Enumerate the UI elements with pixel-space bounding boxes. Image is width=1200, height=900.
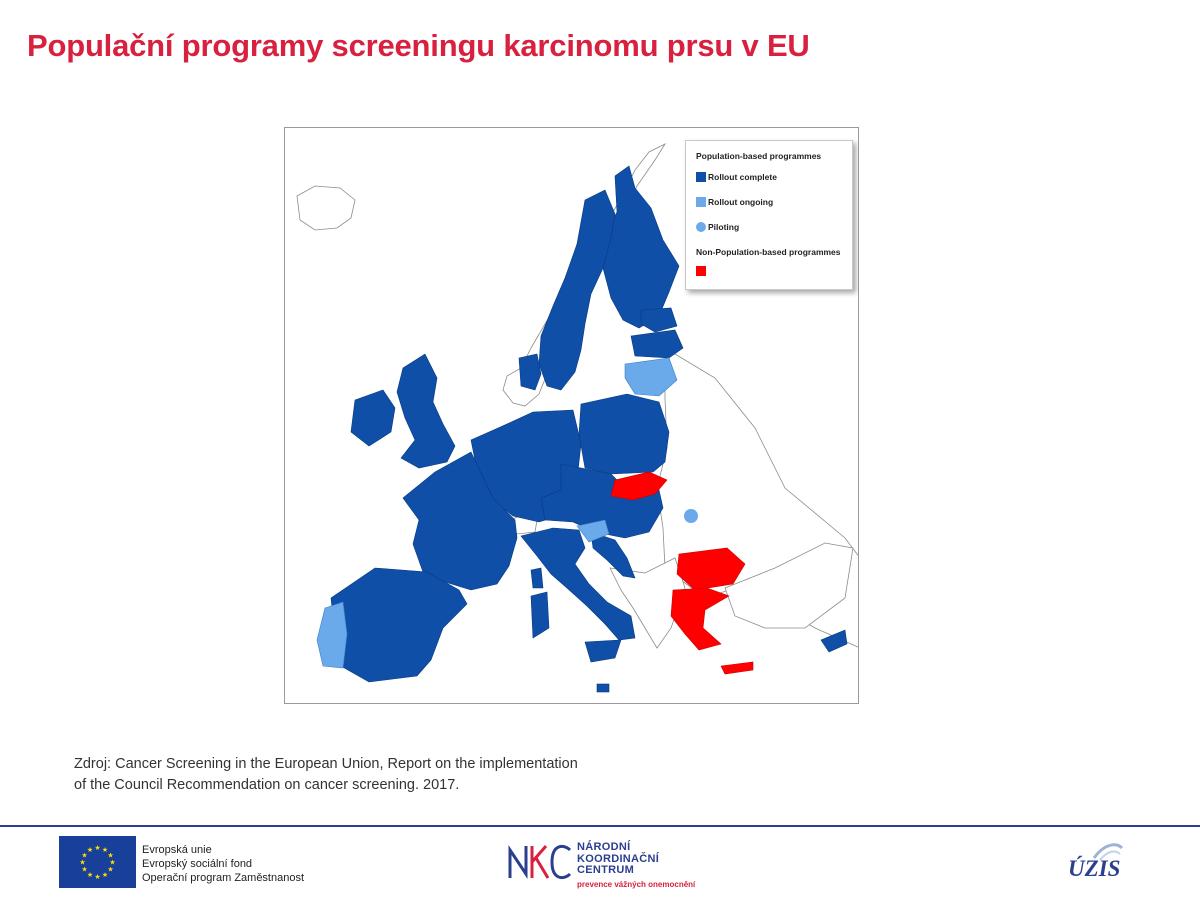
slide-title: Populační programy screeningu karcinomu prsu v EU <box>27 28 810 63</box>
region-latvia <box>631 330 683 358</box>
source-line-1: Zdroj: Cancer Screening in the European Union, Report on the implementation <box>74 756 578 772</box>
svg-text:★: ★ <box>101 871 109 879</box>
region-greece <box>671 588 729 650</box>
uzis-label: ÚZIS <box>1068 856 1121 881</box>
region-crete <box>721 662 753 674</box>
source-citation <box>74 754 578 796</box>
svg-text:★: ★ <box>94 844 101 852</box>
eu-line-1: Evropská unie <box>142 844 212 856</box>
eu-line-2: Evropský sociální fond <box>142 858 253 870</box>
footer-divider <box>0 825 1200 827</box>
legend-heading-non-population: Non-Population-based programmes <box>696 247 841 257</box>
legend-swatch-non-population <box>696 266 706 276</box>
map-legend <box>685 140 853 290</box>
region-malta <box>597 684 609 692</box>
svg-text:★: ★ <box>86 846 94 854</box>
nkc-name <box>577 842 695 890</box>
nkc-line-1: NÁRODNÍ <box>577 841 631 853</box>
svg-text:★: ★ <box>107 865 114 874</box>
svg-text:★: ★ <box>86 871 94 879</box>
region-corsica <box>531 568 543 588</box>
region-ireland <box>351 390 395 446</box>
legend-label-rollout-ongoing: Rollout ongoing <box>708 197 774 207</box>
source-line-2: of the Council Recommendation on cancer screening. 2017. <box>74 777 460 793</box>
nkc-logo-icon <box>506 840 574 884</box>
legend-swatch-rollout-ongoing <box>696 197 706 207</box>
piloting-marker-romania <box>684 509 698 523</box>
eu-stars-icon <box>59 836 136 888</box>
legend-swatch-rollout-complete <box>696 172 706 182</box>
nkc-line-2: KOORDINAČNÍ <box>577 852 660 865</box>
legend-label-piloting: Piloting <box>708 222 740 232</box>
svg-text:★: ★ <box>101 846 109 854</box>
svg-text:★: ★ <box>107 851 114 860</box>
region-estonia <box>641 308 677 332</box>
svg-text:★: ★ <box>79 858 86 867</box>
svg-text:★: ★ <box>109 858 116 867</box>
nkc-line-3: CENTRUM <box>577 864 635 876</box>
eu-funding-text <box>142 843 304 885</box>
region-sardinia <box>531 592 549 638</box>
region-portugal <box>317 602 347 668</box>
region-sicily <box>585 640 621 662</box>
eu-flag-logo <box>59 836 136 888</box>
legend-heading-population: Population-based programmes <box>696 151 822 161</box>
nkc-tagline: prevence vážných onemocnění <box>577 879 696 889</box>
europe-screening-map <box>284 127 859 704</box>
legend-label-rollout-complete: Rollout complete <box>708 172 777 182</box>
legend-swatch-piloting <box>696 222 706 232</box>
region-spain <box>331 568 467 682</box>
eu-line-3: Operační program Zaměstnanost <box>142 872 305 884</box>
svg-text:★: ★ <box>81 851 88 860</box>
region-poland <box>579 394 669 474</box>
region-sweden <box>539 190 615 390</box>
svg-text:★: ★ <box>81 865 88 874</box>
region-uk <box>397 354 455 468</box>
region-finland <box>603 166 679 328</box>
region-iceland <box>297 186 355 230</box>
svg-text:★: ★ <box>94 873 101 881</box>
